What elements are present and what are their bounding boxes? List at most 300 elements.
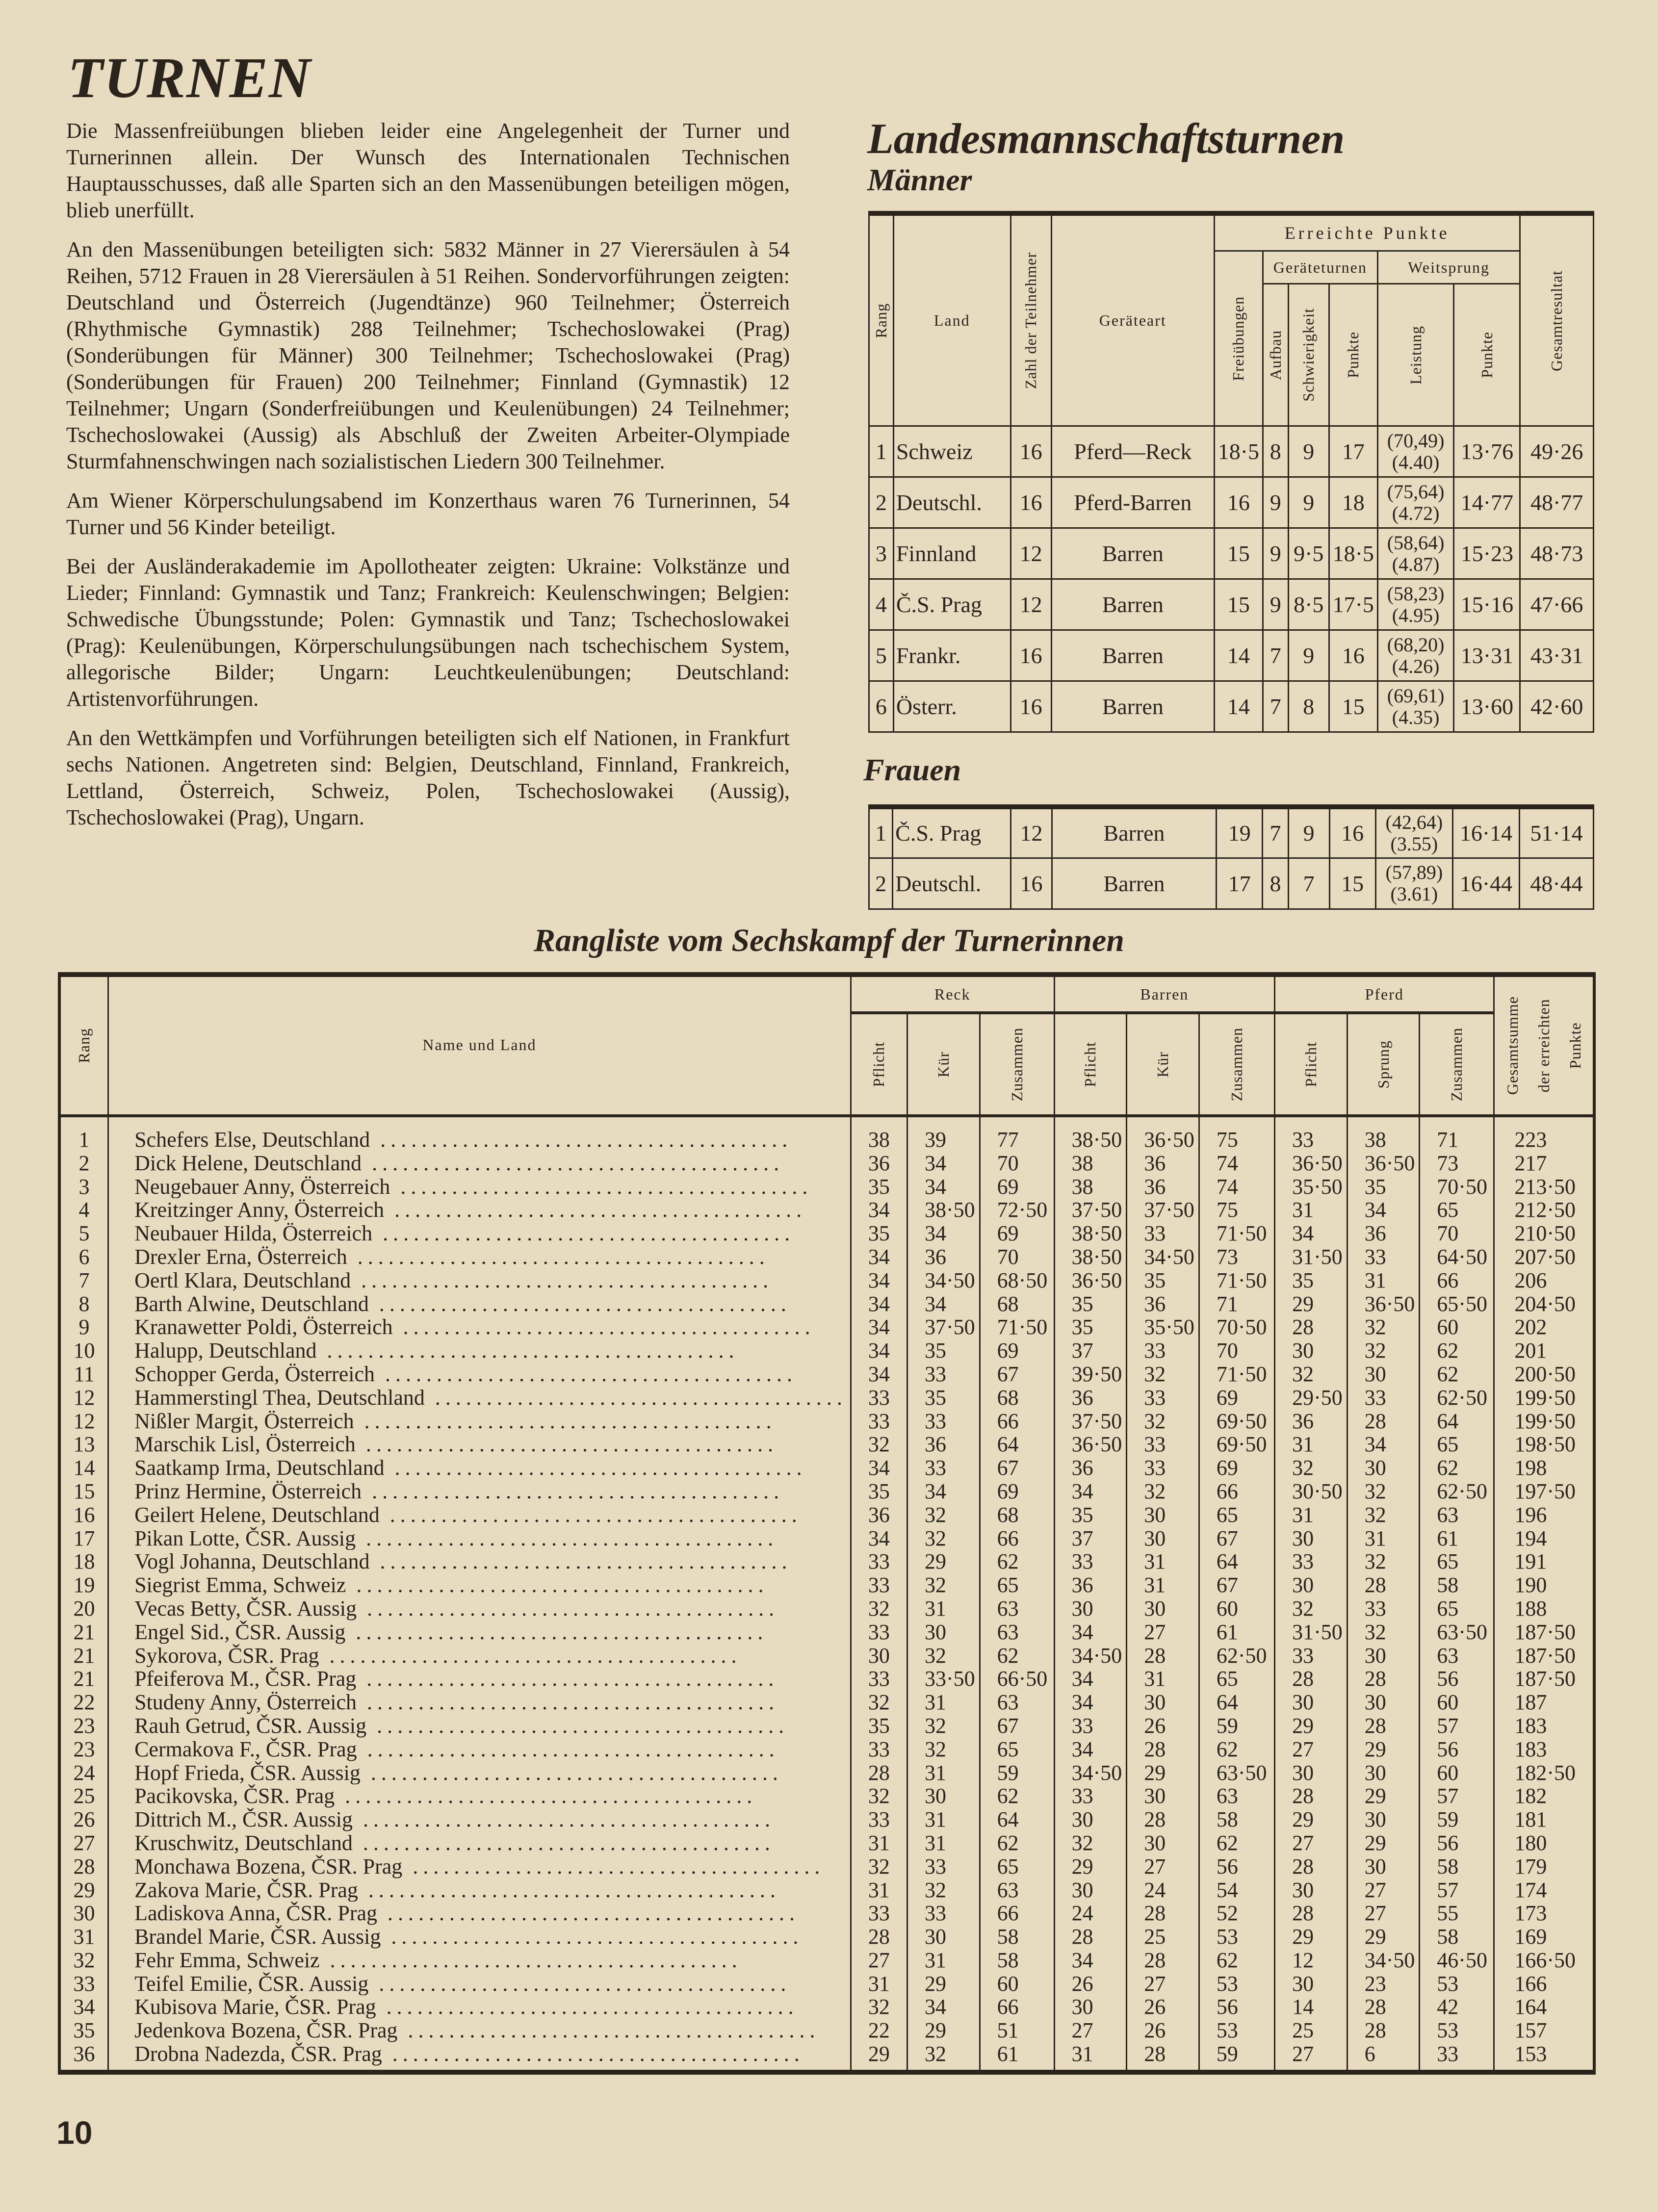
table-row [59, 1855, 1594, 1878]
rank-pferd-sprung-cell: 31 [1347, 1269, 1420, 1292]
men-leistung-cell [1377, 426, 1454, 477]
rank-barren-pflicht-cell: 39·50 [1054, 1363, 1127, 1386]
rank-pferd-sprung-cell: 38 [1347, 1116, 1420, 1152]
rank-pferd-zusammen-cell: 66 [1420, 1269, 1494, 1292]
rank-name-cell [108, 1620, 851, 1644]
rank-barren-zusammen-cell: 52 [1199, 1902, 1274, 1925]
rank-barren-zusammen-cell: 69·50 [1199, 1433, 1274, 1456]
table-row [59, 1175, 1594, 1199]
rank-gesamt-cell: 153 [1494, 2042, 1594, 2072]
rank-rang-cell: 6 [59, 1245, 108, 1269]
table-row [59, 1363, 1594, 1386]
rank-rang-cell: 12 [59, 1386, 108, 1410]
rank-rang-cell: 26 [59, 1808, 108, 1831]
women-row [869, 807, 1594, 858]
rank-gesamt-cell: 180 [1494, 1831, 1594, 1855]
erreichte-header: Erreichte Punkte [1214, 213, 1520, 251]
rank-reck-zusammen-cell: 58 [980, 1949, 1054, 1972]
rank-reck-pflicht-cell: 28 [851, 1761, 907, 1785]
rank-pferd-zusammen-cell: 63 [1420, 1644, 1494, 1668]
rank-name-cell [108, 1315, 851, 1339]
rank-barren-pflicht-cell: 34 [1054, 1691, 1127, 1714]
rank-reck-zusammen-cell: 64 [980, 1433, 1054, 1456]
rank-gesamt-cell: 179 [1494, 1855, 1594, 1878]
rank-reck-zusammen-cell: 69 [980, 1222, 1054, 1245]
rank-gesamt-cell: 164 [1494, 1995, 1594, 2019]
rank-pferd-zusammen-cell: 57 [1420, 1784, 1494, 1808]
rank-gesamt-cell: 187·50 [1494, 1644, 1594, 1668]
rank-barren-kuer-cell: 33 [1127, 1433, 1199, 1456]
men-land-cell: Österr. [893, 681, 1010, 732]
rank-barren-kuer-cell: 36 [1127, 1152, 1199, 1175]
men-punkte-cell: 18·5 [1329, 528, 1377, 579]
rank-pferd-zusammen-cell: 59 [1420, 1808, 1494, 1831]
women-land-cell: Č.S. Prag [893, 807, 1011, 858]
men-land-cell: Finnland [893, 528, 1010, 579]
rank-reck-zusammen-cell: 66 [980, 1995, 1054, 2019]
rank-barren-pflicht-cell: 36·50 [1054, 1269, 1127, 1292]
men-row [869, 681, 1594, 732]
rank-barren-kuer-cell: 33 [1127, 1222, 1199, 1245]
men-rang-cell: 1 [869, 426, 894, 477]
rank-pferd-sprung-cell: 6 [1347, 2042, 1420, 2072]
rank-pferd-pflicht-cell: 31 [1275, 1433, 1347, 1456]
men-leistung-jump: (4.95) [1392, 604, 1440, 626]
rank-barren-kuer-cell: 24 [1127, 1878, 1199, 1902]
rank-reck-kuer-cell: 29 [907, 1972, 980, 1996]
rank-rang-cell: 35 [59, 2019, 108, 2042]
leader-dots: ........................................ [355, 1433, 778, 1457]
rank-name-cell [108, 1573, 851, 1597]
rank-pferd-zusammen-cell: 63 [1420, 1503, 1494, 1527]
leader-dots: ........................................ [379, 1503, 802, 1527]
rank-barren-pflicht-cell: 32 [1054, 1831, 1127, 1855]
rank-reck-zusammen-cell: 67 [980, 1456, 1054, 1480]
rank-reck-pflicht-cell: 33 [851, 1667, 907, 1691]
rank-name-cell [108, 1738, 851, 1761]
rank-reck-pflicht-cell: 35 [851, 1222, 907, 1245]
rank-rang-cell: 19 [59, 1573, 108, 1597]
rank-pferd-sprung-cell: 32 [1347, 1480, 1420, 1503]
rank-gesamt-cell: 183 [1494, 1738, 1594, 1761]
rank-rang-cell: 4 [59, 1198, 108, 1222]
rank-name-cell [108, 1152, 851, 1175]
rank-reck-pflicht-cell: 32 [851, 1995, 907, 2019]
intro-paragraph: An den Massenübungen beteiligten sich: 5832 Männer in 27 Vierersäulen à 54 Reihen, 5712 Frauen in 28 Vierersäulen à 51 Reihen. Sondervorführungen zeigten: Deutschland und Österreich (Jugendtänze) 960 Teilnehmer; Österreich (Rhythmische Gymnastik) 288 Teilnehmer; Tschechoslowakei (Prag) (Sonderübungen für Männer) 300 Teilnehmer; Tschechoslowakei (Prag) (Sonderübungen für Frauen) 200 Teilnehmer; Finnland (Gymnastik) 12 Teilnehmer; Ungarn (Sonderfreiübungen und Keulenübungen) 24 Teilnehmer; Tschechoslowakei (Aussig) als Abschluß der Zweiten Arbeiter-Olympiade Sturmfahnenschwingen nach sozialistischen Liedern 300 Teilnehmer. [66, 237, 790, 473]
rank-reck-kuer-cell: 30 [907, 1784, 980, 1808]
rank-pferd-zusammen-cell: 58 [1420, 1573, 1494, 1597]
rank-pferd-sprung-cell: 28 [1347, 1995, 1420, 2019]
rank-reck-pflicht-cell: 33 [851, 1550, 907, 1573]
rank-reck-zusammen-cell: 59 [980, 1761, 1054, 1785]
rank-reck-kuer-cell: 33 [907, 1855, 980, 1878]
rank-rang-cell: 33 [59, 1972, 108, 1996]
men-leistung-distance: (58,64) [1387, 531, 1445, 554]
rank-pferd-sprung-cell: 33 [1347, 1386, 1420, 1410]
rank-reck-kuer-cell: 35 [907, 1339, 980, 1363]
rank-barren-kuer-cell: 28 [1127, 1949, 1199, 1972]
rangliste-heading: Rangliste vom Sechskampf der Turnerinnen [533, 923, 1125, 958]
men-schw-cell: 8 [1288, 681, 1329, 732]
rank-pferd-pflicht-cell: 28 [1275, 1902, 1347, 1925]
rank-pferd-sprung-cell: 30 [1347, 1644, 1420, 1668]
rank-name-cell [108, 1761, 851, 1785]
rank-reck-kuer-cell: 32 [907, 1714, 980, 1738]
women-rang-cell: 1 [869, 807, 893, 858]
rank-pferd-sprung-cell: 30 [1347, 1363, 1420, 1386]
men-zahl-cell: 16 [1010, 630, 1051, 681]
women-art-cell: Barren [1052, 858, 1216, 909]
rank-pferd-sprung-cell: 29 [1347, 1784, 1420, 1808]
women-leistung-distance: (57,89) [1385, 861, 1443, 883]
men-zahl-cell: 12 [1010, 579, 1051, 630]
leader-dots: ........................................ [358, 1878, 780, 1902]
table-row [59, 2042, 1594, 2072]
women-table [868, 804, 1594, 910]
rank-reck-pflicht-cell: 32 [851, 1433, 907, 1456]
rank-gesamt-cell: 199·50 [1494, 1410, 1594, 1433]
men-row [869, 528, 1594, 579]
rank-reck-kuer-cell: 29 [907, 2019, 980, 2042]
rank-gesamt-cell: 183 [1494, 1714, 1594, 1738]
rank-reck-kuer-cell: 34 [907, 1292, 980, 1316]
rank-barren-zusammen-cell: 73 [1199, 1245, 1274, 1269]
rank-barren-kuer-cell: 31 [1127, 1573, 1199, 1597]
land-header: Land [893, 213, 1010, 426]
rank-barren-pflicht-cell: 26 [1054, 1972, 1127, 1996]
rank-pferd-pflicht-cell: 32 [1275, 1597, 1347, 1620]
rank-reck-zusammen-cell: 68 [980, 1292, 1054, 1316]
rank-rang-cell: 16 [59, 1503, 108, 1527]
rank-rang-cell: 28 [59, 1855, 108, 1878]
rank-reck-pflicht-cell: 35 [851, 1175, 907, 1199]
rank-reck-kuer-cell: 32 [907, 1573, 980, 1597]
rank-barren-kuer-cell: 28 [1127, 1644, 1199, 1668]
rank-barren-kuer-cell: 30 [1127, 1503, 1199, 1527]
table-row [59, 1995, 1594, 2019]
rank-barren-kuer-cell: 28 [1127, 2042, 1199, 2072]
rank-reck-kuer-cell: 32 [907, 1878, 980, 1902]
rank-reck-zusammen-cell: 66 [980, 1902, 1054, 1925]
rank-reck-zusammen-cell: 66 [980, 1410, 1054, 1433]
rank-reck-pflicht-cell: 34 [851, 1198, 907, 1222]
rank-reck-zusammen-cell: 51 [980, 2019, 1054, 2042]
rank-pferd-pflicht-cell: 31·50 [1275, 1620, 1347, 1644]
page-number: 10 [56, 2114, 93, 2151]
athlete-name: Oertl Klara, Deutschland [134, 1268, 351, 1292]
women-aufbau-cell: 8 [1263, 858, 1288, 909]
rank-barren-pflicht-cell: 36·50 [1054, 1433, 1127, 1456]
leader-dots: ........................................ [368, 1292, 791, 1316]
rank-barren-pflicht-cell: 36 [1054, 1386, 1127, 1410]
rank-barren-zusammen-cell: 71·50 [1199, 1363, 1274, 1386]
rank-barren-pflicht-cell: 34 [1054, 1949, 1127, 1972]
rank-reck-zusammen-cell: 68 [980, 1386, 1054, 1410]
rank-pferd-zusammen-cell: 57 [1420, 1878, 1494, 1902]
rank-barren-kuer-cell: 30 [1127, 1831, 1199, 1855]
rank-rang-cell: 36 [59, 2042, 108, 2072]
rank-gesamt-cell: 174 [1494, 1878, 1594, 1902]
athlete-name: Cermakova F., ČSR. Prag [134, 1737, 357, 1761]
men-row [869, 630, 1594, 681]
rank-barren-zusammen-cell: 62 [1199, 1738, 1274, 1761]
rank-name-cell [108, 1831, 851, 1855]
rank-pferd-zusammen-cell: 60 [1420, 1761, 1494, 1785]
rank-name-cell [108, 1433, 851, 1456]
rank-gesamt-cell: 202 [1494, 1315, 1594, 1339]
table-row [59, 1527, 1594, 1550]
rank-gesamt-cell: 198 [1494, 1456, 1594, 1480]
rank-pferd-pflicht-cell: 27 [1275, 1738, 1347, 1761]
pferd-zusammen-header: Zusammen [1420, 1013, 1494, 1116]
rank-pferd-zusammen-cell: 57 [1420, 1714, 1494, 1738]
rank-pferd-sprung-cell: 30 [1347, 1761, 1420, 1785]
rank-reck-pflicht-cell: 32 [851, 1691, 907, 1714]
rank-barren-pflicht-cell: 38·50 [1054, 1222, 1127, 1245]
rank-barren-kuer-cell: 27 [1127, 1972, 1199, 1996]
men-rang-cell: 5 [869, 630, 894, 681]
rank-pferd-pflicht-cell: 28 [1275, 1315, 1347, 1339]
athlete-name: Engel Sid., ČSR. Aussig [134, 1620, 346, 1644]
rank-rang-cell: 20 [59, 1597, 108, 1620]
rank-barren-pflicht-cell: 38·50 [1054, 1245, 1127, 1269]
leader-dots: ........................................ [372, 1222, 795, 1245]
rank-pferd-pflicht-cell: 31 [1275, 1198, 1347, 1222]
rank-pferd-pflicht-cell: 29 [1275, 1925, 1347, 1949]
rank-pferd-pflicht-cell: 30 [1275, 1339, 1347, 1363]
rank-rang-cell: 5 [59, 1222, 108, 1245]
rank-reck-kuer-cell: 36 [907, 1433, 980, 1456]
rank-pferd-pflicht-cell: 34 [1275, 1222, 1347, 1245]
women-leistung-cell [1375, 858, 1452, 909]
rank-gesamt-cell: 187·50 [1494, 1620, 1594, 1644]
rank-reck-pflicht-cell: 30 [851, 1644, 907, 1668]
rank-pferd-sprung-cell: 27 [1347, 1878, 1420, 1902]
men-schw-cell: 9 [1288, 477, 1329, 528]
athlete-name: Ladiskova Anna, ČSR. Prag [134, 1902, 378, 1926]
rank-pferd-sprung-cell: 36·50 [1347, 1292, 1420, 1316]
wpunkte-header: Punkte [1454, 284, 1520, 426]
rank-rang-cell: 21 [59, 1644, 108, 1668]
rank-barren-kuer-cell: 28 [1127, 1808, 1199, 1831]
rank-reck-pflicht-cell: 34 [851, 1292, 907, 1316]
rank-pferd-zusammen-cell: 62 [1420, 1339, 1494, 1363]
rank-barren-zusammen-cell: 71·50 [1199, 1222, 1274, 1245]
rank-barren-pflicht-cell: 36 [1054, 1573, 1127, 1597]
athlete-name: Pacikovska, ČSR. Prag [134, 1784, 335, 1808]
rank-reck-zusammen-cell: 71·50 [980, 1315, 1054, 1339]
rank-reck-zusammen-cell: 66·50 [980, 1667, 1054, 1691]
rank-barren-kuer-cell: 31 [1127, 1667, 1199, 1691]
rank-pferd-sprung-cell: 28 [1347, 1410, 1420, 1433]
rank-rang-cell: 8 [59, 1292, 108, 1316]
rank-gesamt-cell: 217 [1494, 1152, 1594, 1175]
athlete-name: Drobna Nadezda, ČSR. Prag [134, 2042, 382, 2066]
leader-dots: ........................................ [335, 1784, 757, 1808]
rank-rang-cell: 27 [59, 1831, 108, 1855]
reck-pflicht-header: Pflicht [851, 1013, 907, 1116]
leader-dots: ........................................ [352, 1831, 775, 1855]
athlete-name: Pikan Lotte, ČSR. Aussig [134, 1526, 356, 1550]
rank-barren-pflicht-cell: 38 [1054, 1175, 1127, 1199]
rank-reck-pflicht-cell: 33 [851, 1386, 907, 1410]
rank-pferd-pflicht-cell: 32 [1275, 1456, 1347, 1480]
barren-header: Barren [1054, 975, 1274, 1013]
leader-dots: ........................................ [424, 1386, 847, 1410]
table-row [59, 1902, 1594, 1925]
rank-name-cell [108, 1245, 851, 1269]
rank-barren-kuer-cell: 36 [1127, 1292, 1199, 1316]
rank-reck-pflicht-cell: 35 [851, 1714, 907, 1738]
rank-reck-pflicht-cell: 22 [851, 2019, 907, 2042]
men-land-cell: Schweiz [893, 426, 1010, 477]
rank-pferd-pflicht-cell: 27 [1275, 1831, 1347, 1855]
rank-name-cell [108, 1480, 851, 1503]
leader-dots: ........................................ [357, 1691, 779, 1714]
leader-dots: ........................................ [397, 2019, 820, 2043]
men-leistung-cell [1377, 528, 1454, 579]
rank-barren-kuer-cell: 27 [1127, 1620, 1199, 1644]
men-frei-cell: 15 [1214, 579, 1263, 630]
leader-dots: ........................................ [351, 1268, 774, 1292]
geraeteturnen-header: Geräteturnen [1263, 251, 1377, 284]
rank-pferd-zusammen-cell: 65·50 [1420, 1292, 1494, 1316]
men-schw-cell: 9 [1288, 426, 1329, 477]
women-zahl-cell: 12 [1011, 807, 1052, 858]
rank-reck-kuer-cell: 32 [907, 1527, 980, 1550]
rank-barren-zusammen-cell: 62 [1199, 1831, 1274, 1855]
rank-barren-pflicht-cell: 34 [1054, 1738, 1127, 1761]
athlete-name: Neugebauer Anny, Österreich [134, 1175, 390, 1199]
men-land-cell: Frankr. [893, 630, 1010, 681]
men-gesamt-cell: 49·26 [1520, 426, 1594, 477]
rank-reck-zusammen-cell: 70 [980, 1152, 1054, 1175]
rank-barren-pflicht-cell: 38·50 [1054, 1116, 1127, 1152]
rank-rang-cell: 34 [59, 1995, 108, 2019]
rank-reck-pflicht-cell: 34 [851, 1363, 907, 1386]
rank-name-cell [108, 1784, 851, 1808]
rank-reck-kuer-cell: 33 [907, 1410, 980, 1433]
rank-reck-pflicht-cell: 33 [851, 1902, 907, 1925]
rank-pferd-zusammen-cell: 65 [1420, 1597, 1494, 1620]
rank-barren-kuer-cell: 31 [1127, 1550, 1199, 1573]
rank-reck-zusammen-cell: 64 [980, 1808, 1054, 1831]
athlete-name: Dick Helene, Deutschland [134, 1151, 362, 1175]
men-art-cell: Barren [1051, 681, 1214, 732]
athlete-name: Kranawetter Poldi, Österreich [134, 1315, 393, 1339]
rank-pferd-sprung-cell: 27 [1347, 1902, 1420, 1925]
rank-gesamt-cell: 181 [1494, 1808, 1594, 1831]
rank-barren-pflicht-cell: 33 [1054, 1550, 1127, 1573]
women-punkte-cell: 16 [1329, 807, 1375, 858]
leader-dots: ........................................ [384, 1456, 807, 1480]
men-land-cell: Deutschl. [893, 477, 1010, 528]
rank-gesamt-cell: 173 [1494, 1902, 1594, 1925]
women-zahl-cell: 16 [1011, 858, 1052, 909]
rank-pferd-pflicht-cell: 29 [1275, 1808, 1347, 1831]
rank-pferd-pflicht-cell: 29·50 [1275, 1386, 1347, 1410]
rank-gesamt-cell: 169 [1494, 1925, 1594, 1949]
leistung-header: Leistung [1377, 284, 1454, 426]
rank-barren-zusammen-cell: 69 [1199, 1386, 1274, 1410]
rank-pferd-sprung-cell: 28 [1347, 2019, 1420, 2042]
rank-barren-zusammen-cell: 71·50 [1199, 1269, 1274, 1292]
table-row [59, 1222, 1594, 1245]
rank-barren-zusammen-cell: 69·50 [1199, 1410, 1274, 1433]
rank-rang-cell: 32 [59, 1949, 108, 1972]
rank-gesamt-cell: 200·50 [1494, 1363, 1594, 1386]
rank-barren-pflicht-cell: 31 [1054, 2042, 1127, 2072]
rank-reck-zusammen-cell: 69 [980, 1175, 1054, 1199]
rank-pferd-sprung-cell: 30 [1347, 1855, 1420, 1878]
leader-dots: ........................................ [345, 1620, 768, 1644]
men-frei-cell: 14 [1214, 681, 1263, 732]
rank-reck-zusammen-cell: 62 [980, 1831, 1054, 1855]
athlete-name: Vogl Johanna, Deutschland [134, 1550, 370, 1574]
rank-reck-pflicht-cell: 35 [851, 1480, 907, 1503]
rank-name-cell [108, 1667, 851, 1691]
rank-barren-zusammen-cell: 70 [1199, 1339, 1274, 1363]
rank-gesamt-cell: 187·50 [1494, 1667, 1594, 1691]
leader-dots: ........................................ [319, 1948, 742, 1972]
rank-rang-cell: 25 [59, 1784, 108, 1808]
rank-barren-kuer-cell: 35 [1127, 1269, 1199, 1292]
rang-header: Rang [869, 213, 894, 426]
rank-pferd-pflicht-cell: 28 [1275, 1855, 1347, 1878]
rank-gesamt-cell: 212·50 [1494, 1198, 1594, 1222]
rank-reck-kuer-cell: 33 [907, 1902, 980, 1925]
leader-dots: ........................................ [374, 1362, 797, 1386]
men-leistung-cell [1377, 579, 1454, 630]
table-row [59, 1480, 1594, 1503]
table-row [59, 1808, 1594, 1831]
rank-reck-zusammen-cell: 69 [980, 1480, 1054, 1503]
men-rang-cell: 4 [869, 579, 894, 630]
men-leistung-cell [1377, 681, 1454, 732]
rank-pferd-pflicht-cell: 27 [1275, 2042, 1347, 2072]
table-row [59, 1620, 1594, 1644]
men-art-cell: Barren [1051, 630, 1214, 681]
rank-pferd-pflicht-cell: 30 [1275, 1527, 1347, 1550]
men-wpunkte-cell: 14·77 [1454, 477, 1520, 528]
rank-pferd-pflicht-cell: 30 [1275, 1972, 1347, 1996]
rank-name-cell [108, 1410, 851, 1433]
rank-reck-pflicht-cell: 34 [851, 1339, 907, 1363]
women-wpunkte-cell: 16·14 [1452, 807, 1519, 858]
table-row [59, 1972, 1594, 1996]
rank-barren-pflicht-cell: 34·50 [1054, 1644, 1127, 1668]
rank-reck-kuer-cell: 37·50 [907, 1315, 980, 1339]
leader-dots: ........................................ [353, 1808, 776, 1831]
men-leistung-distance: (68,20) [1387, 633, 1445, 656]
rank-reck-zusammen-cell: 62 [980, 1784, 1054, 1808]
leader-dots: ........................................ [370, 1128, 793, 1152]
table-row [59, 1456, 1594, 1480]
rank-reck-pflicht-cell: 34 [851, 1269, 907, 1292]
leader-dots: ........................................ [390, 1175, 813, 1199]
rank-pferd-sprung-cell: 33 [1347, 1245, 1420, 1269]
rank-barren-kuer-cell: 34·50 [1127, 1245, 1199, 1269]
rank-barren-kuer-cell: 26 [1127, 1714, 1199, 1738]
rank-barren-kuer-cell: 30 [1127, 1597, 1199, 1620]
rank-reck-kuer-cell: 34 [907, 1995, 980, 2019]
rank-gesamt-cell: 197·50 [1494, 1480, 1594, 1503]
men-zahl-cell: 16 [1010, 681, 1051, 732]
rank-pferd-sprung-cell: 36·50 [1347, 1152, 1420, 1175]
leader-dots: ........................................ [354, 1409, 777, 1433]
rank-gesamt-cell: 188 [1494, 1597, 1594, 1620]
athlete-name: Rauh Getrud, ČSR. Aussig [134, 1714, 367, 1738]
